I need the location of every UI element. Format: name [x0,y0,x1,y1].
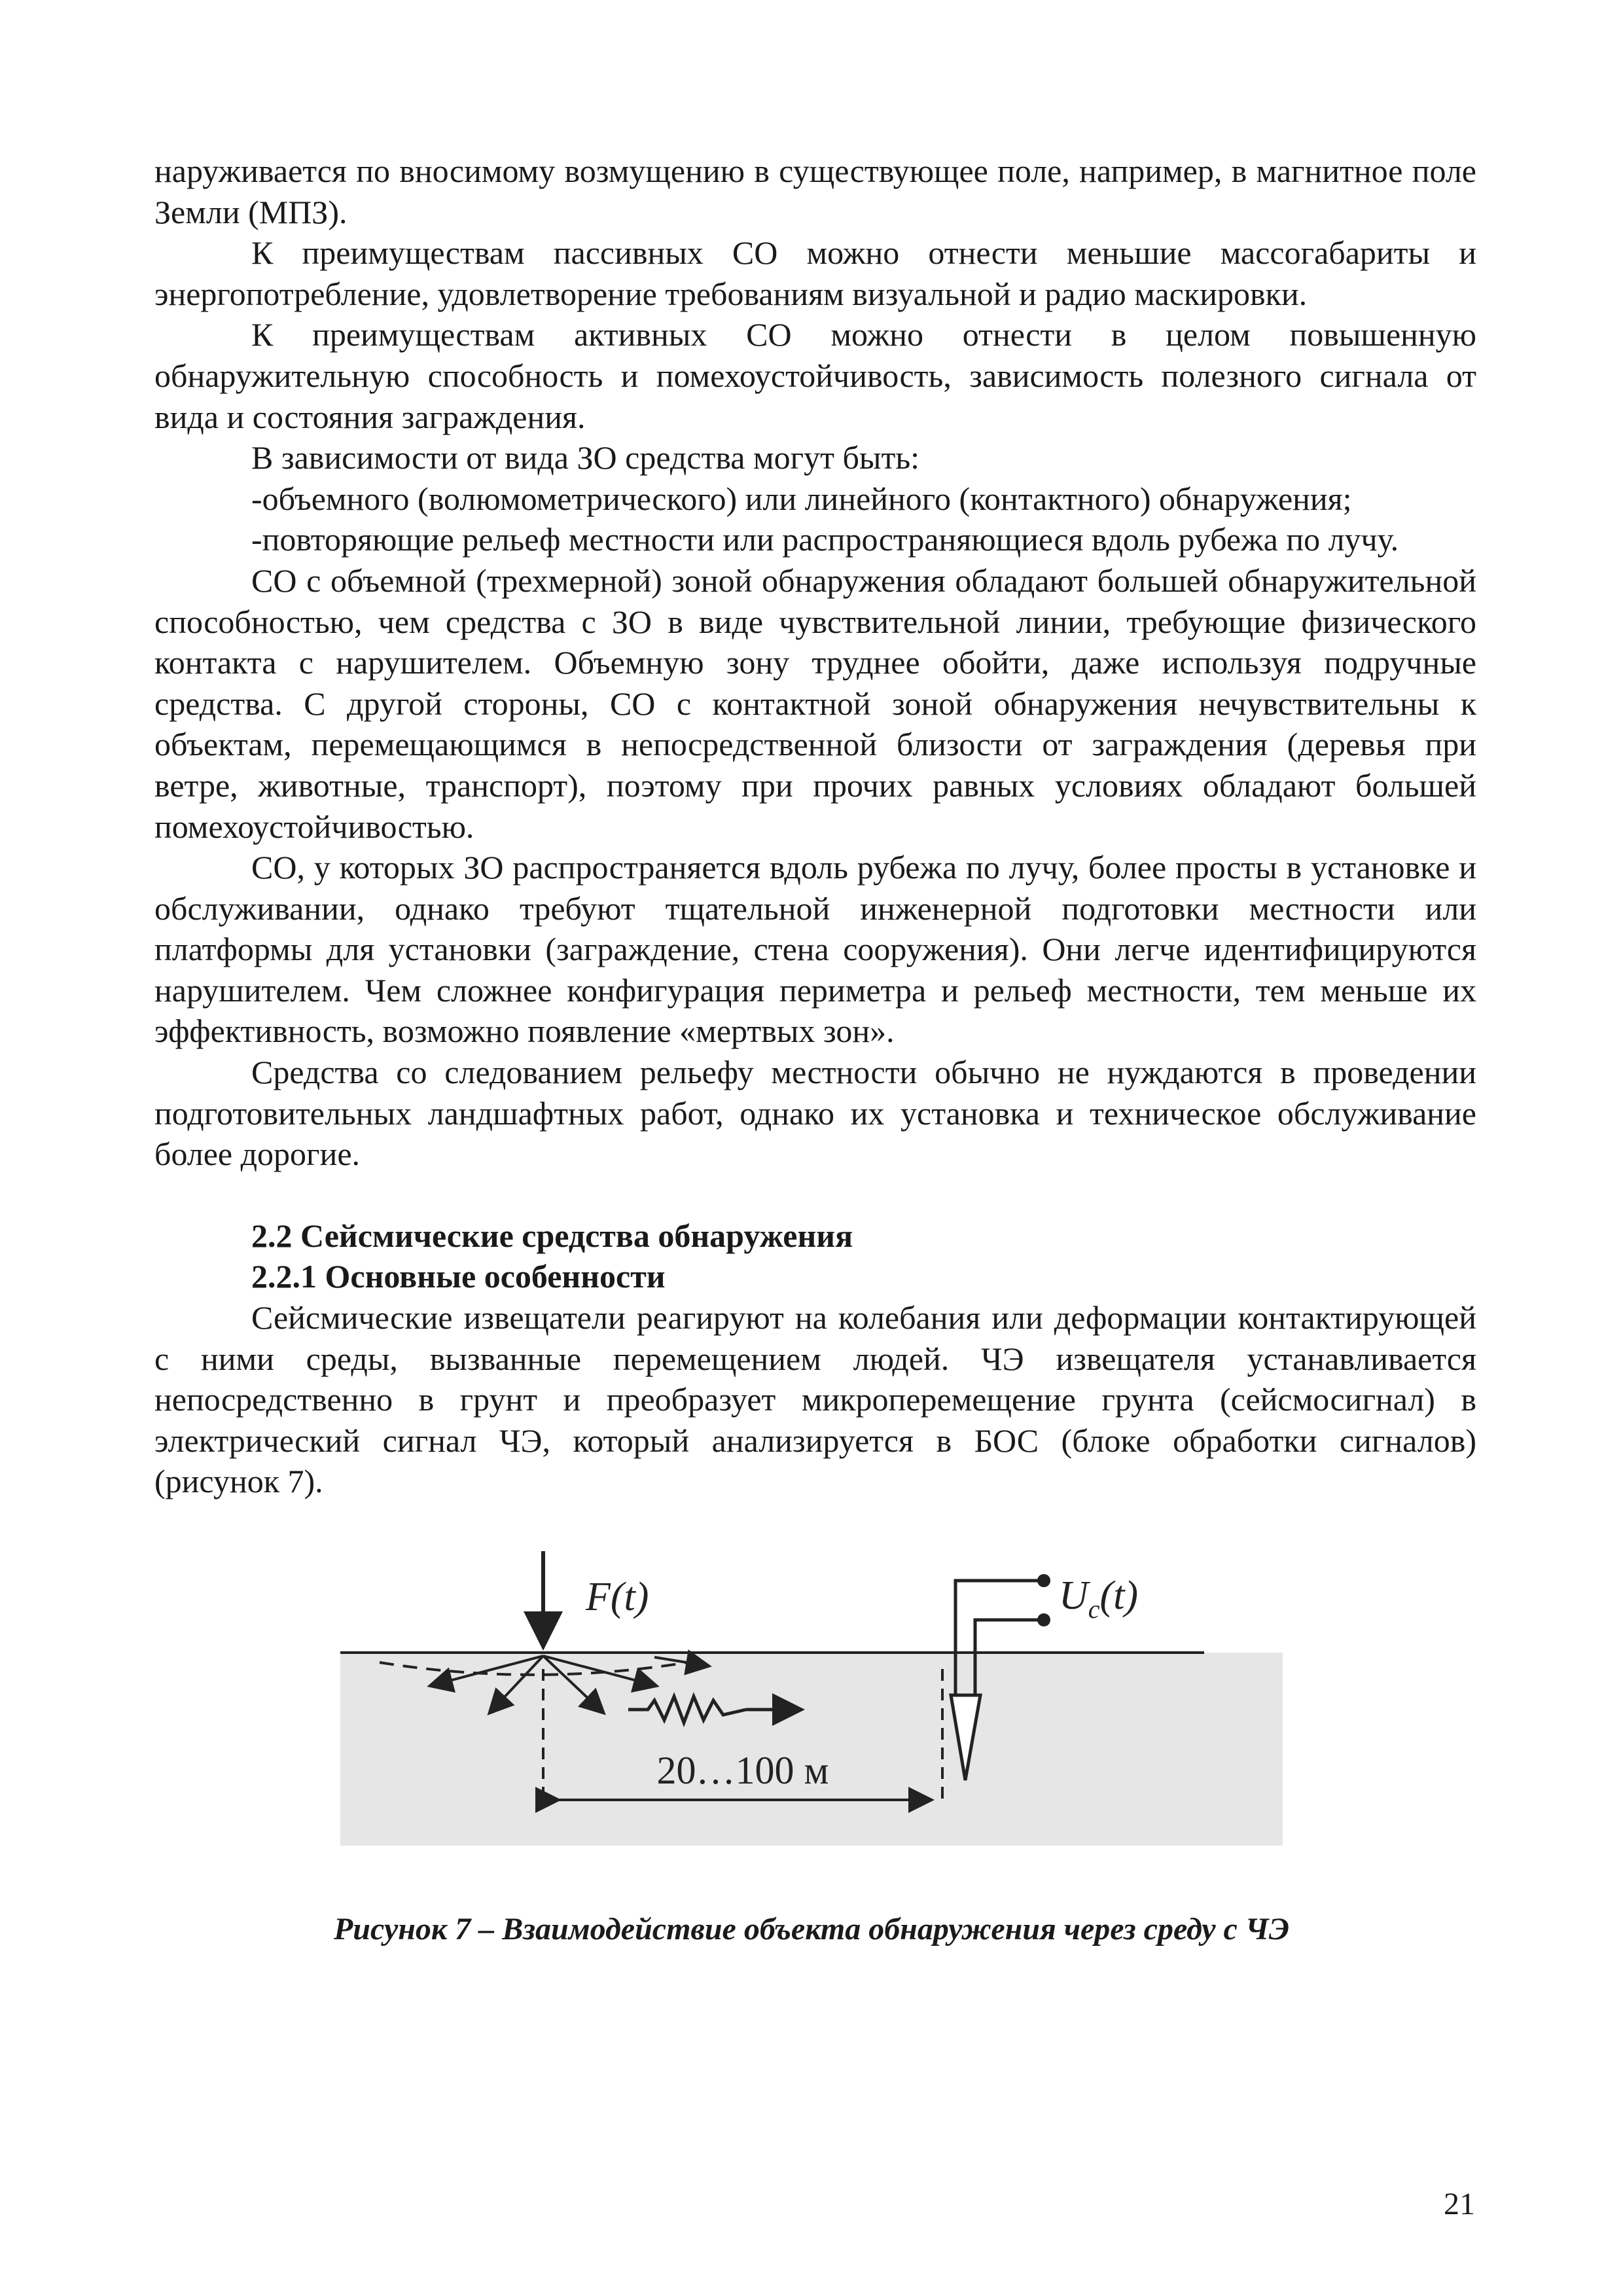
signal-label-sub: c [1088,1594,1100,1624]
paragraph: Сейсмические извещатели реагируют на колебания или деформации контактирующей с ними среды, вызванные перемещением людей. ЧЭ извещателя устанавливается непосредственно в грунт и преобразует микроперемещение грунта (сейсмосигнал) в электрический сигнал ЧЭ, который анализируется в БОС (блоке обработки сигналов) (рисунок 7). [154,1299,1476,1500]
paragraph: СО, у которых ЗО распространяется вдоль рубежа по лучу, более просты в установке и обслуживании, однако требуют тщательной инженерной подготовки местности или платформы для установки (заграждение, стена сооружения). Они легче идентифицируются нарушителем. Чем сложнее конфигурация периметра и рельеф местности, тем меньше их эффективность, возможно появление «мертвых зон». [154,849,1476,1050]
body-text [154,151,1476,1502]
figure-seismic-diagram [340,1538,1289,1846]
paragraph: СО с объемной (трехмерной) зоной обнаружения обладают большей обнаружительной способностью, чем средства с ЗО в виде чувствительной линии, требующие физического контакта с нарушителем. Объемную зону труднее обойти, даже используя подручные средства. С другой стороны, СО с контактной зоной обнаружения нечувствительны к объектам, перемещающимся в непосредственной близости от заграждения (деревья при ветре, животные, транспорт), поэтому при прочих равных условиях обладают большей помехоустойчивостью. [154,562,1476,845]
force-label: F(t) [586,1575,649,1619]
page-number: 21 [1444,2187,1475,2221]
signal-label-arg: (t) [1099,1573,1139,1618]
list-item: -повторяющие рельеф местности или распространяющиеся вдоль рубежа по лучу. [251,521,1399,558]
paragraph: наруживается по вносимому возмущению в существующее поле, например, в магнитное поле Земли (МПЗ). [154,152,1476,230]
figure-caption: Рисунок 7 – Взаимодействие объекта обнаружения через среду с ЧЭ [333,1912,1289,1946]
section-heading: 2.2 Сейсмические средства обнаружения [251,1217,853,1254]
paragraph: К преимуществам активных СО можно отнести в целом повышенную обнаружительную способность и помехоустойчивость, зависимость полезного сигнала от вида и состояния заграждения. [154,316,1476,435]
diagram-svg [340,1538,1289,1846]
paragraph: В зависимости от вида ЗО средства могут быть: [251,439,920,476]
subsection-heading: 2.2.1 Основные особенности [251,1258,666,1295]
signal-label [1059,1573,1138,1624]
list-item: -объемного (волюмометрического) или линейного (контактного) обнаружения; [251,480,1352,517]
terminal-dot [1037,1613,1050,1626]
paragraph: К преимуществам пассивных СО можно отнести меньшие массогабариты и энергопотребление, удовлетворение требованиям визуальной и радио маскировки. [154,234,1476,312]
paragraph: Средства со следованием рельефу местности обычно не нуждаются в проведении подготовительных ландшафтных работ, однако их установка и техническое обслуживание более дорогие. [154,1054,1476,1173]
signal-label-main: U [1059,1573,1088,1618]
distance-label: 20…100 м [656,1749,829,1792]
terminal-dot [1037,1574,1050,1587]
